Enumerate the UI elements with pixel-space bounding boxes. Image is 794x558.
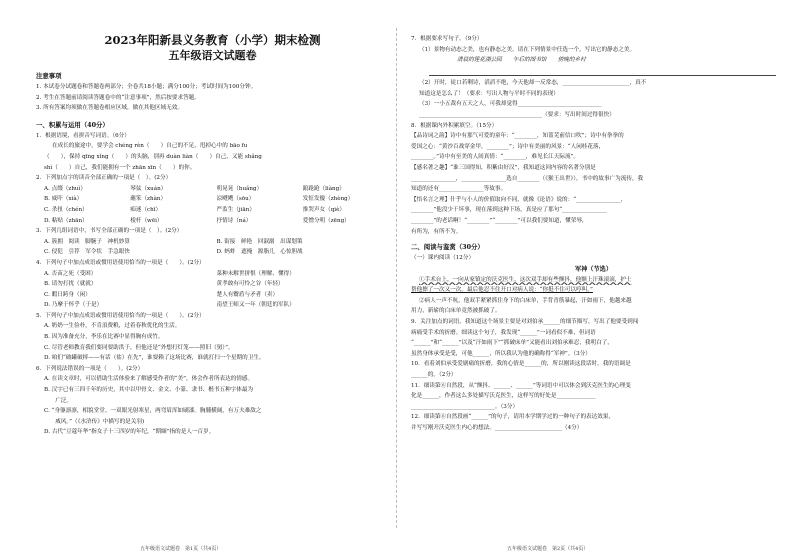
option: 明晃晃（huǎng） <box>216 185 263 192</box>
subsection-heading: （一）课内阅读（12分） <box>411 255 475 262</box>
question-text: （2）开时，徒口若剩诗，滔滔不绝，今天他却一反常态，________________________，真不 <box>419 80 647 87</box>
option: A. 否苗之死（受困） <box>44 270 97 277</box>
option: 楚人有鬻盾与矛者（卖） <box>216 291 279 298</box>
question-text: 虽然身体承受是受，可他______，所以我认为他的确称得“军神”。（3分） <box>411 350 591 357</box>
option: D. 古代“豆蔻年华”指女子十三四岁的年纪，“期颐”指的是人一百岁。 <box>44 429 215 436</box>
question-text: ______________________________。（3分） <box>411 403 519 410</box>
option: D. 蚂蚱 遮掩 源脂儿 心惊胆战 <box>216 249 303 256</box>
option: 凉飕飕（sōu） <box>216 196 255 203</box>
section-heading: 二、阅读与鉴赏（30分） <box>411 243 484 252</box>
options-row <box>36 247 389 258</box>
option: 南望王师又一年（朝廷的军队） <box>216 302 295 309</box>
question-text: 知道这是怎么了！（要求：写出人物与平时不同的表现） <box>419 90 559 97</box>
fill-line: 【悟名言之理】什乎与小人的价值取向不同，就像《论语》说的：“________________， <box>411 196 627 203</box>
options-row <box>36 205 389 216</box>
question-text: 化是______，作者这么多处描写沃克医生，这样写的好处是______________ <box>411 393 596 400</box>
question-text: 病痛受手术的折磨。细读这个句子，我发现“______”一词看似不难，但词语 <box>411 329 596 336</box>
notes-heading: 注意事项 <box>36 72 62 80</box>
option: B. 汉字已有三四千年的历史，其中以甲骨文、金文、小篆、隶书、楷书五种字体最为 <box>44 387 254 394</box>
question-stem: 5．下列句子中加点成语或惯用语使用恰当的一项是（ ）。(2分） <box>36 312 205 319</box>
fill-line: 爱国之心：“黄沙百战穿金甲，________”；诗中有美丽的风景：“人闲桂花落， <box>411 143 605 150</box>
options-row <box>36 279 389 290</box>
question-text: “______”和“______”以及“汗如雨下”“抓破床单”又能看出刘伯承难忍，我明白了， <box>411 340 613 347</box>
fill-line: 【品诗词之韵】诗中有那气可爱的童年：“________，知蔷芜前信口吹”；诗中有拳拳的 <box>411 133 624 140</box>
passage-line: ②病人一声不吭，他双手紧紧抓住身下的白床单，手背青筋暴起，汗如雨下，他越来越 <box>419 297 632 304</box>
question-stem: 4．下列句子中加点成语或惯用语使用恰当的一项是（ ）。(2分） <box>36 259 205 266</box>
option: 痴迷（chī） <box>130 206 162 213</box>
option: B. 因为准备充分，李乐在比赛中显得胸有成竹。 <box>44 334 164 341</box>
option: 广泛。 <box>44 397 72 404</box>
options-row <box>36 269 389 280</box>
page-right <box>397 0 794 558</box>
options-row <box>36 194 389 205</box>
question-text: shì（ ）自己，我们能拥有一个 zhān xīn（ ）的你。 <box>44 164 196 171</box>
question-text: 11．细读第⑥自然段，从“颤抖、______、______”等词语中可以体会到沃克医生的心理变 <box>411 382 631 389</box>
option: C. 杀扭（chén） <box>44 206 88 213</box>
fill-line: ________”的老话啊！“________”“________”可以我们要知道，懂荣辱， <box>411 217 588 224</box>
choice-list: 清晨的莲花湖公园 午后的图书馆 傍晚的乡村 <box>457 57 586 64</box>
question-text: （3）一小五裁有五天之人，可我却觉得______________________________ <box>419 101 602 108</box>
passage-line: 用力，新崭的白床单竟然被抓破了。 <box>411 308 501 315</box>
question-stem: 1．根据语境，看拼音写词语。（6分） <box>36 132 130 139</box>
options-row <box>36 237 389 248</box>
passage-line: 帮他擦了一次又一次。最后他忍不住开口对病人说：“你挺不住可以哼叫。” <box>411 287 593 294</box>
option: A. 在读文章时，可以借助生活体验来了解感受作者的“美”，体会作者所表达的情感。 <box>44 376 254 383</box>
page-footer: 五年级语文试题卷 第1页（共4页） <box>140 546 222 552</box>
passage-line: ①手术台上，一向从家镇定的沃克医生，这次双手却有些颤抖，他额上汗珠滚滚，护士 <box>419 276 632 283</box>
option: 抒情诗（ná） <box>216 217 252 224</box>
page-footer: 五年级语文试题卷 第2页（共4页） <box>507 546 589 552</box>
option: A. 点缀（zhuì） <box>44 185 86 192</box>
question-text: （1）景物有动态之美，也有静态之美。请在下列情景中任选一个，写出它的静态之美。 <box>419 46 636 53</box>
option: A. 簇拥 阅读 脚腕子 神机妙算 <box>44 238 130 245</box>
answer-line[interactable] <box>429 66 776 76</box>
option: 威风。”（《水浒传》中描写的是关羽) <box>44 418 145 425</box>
options-row <box>36 216 389 227</box>
option: 发怔发傻（zhèng） <box>302 196 354 203</box>
option: C. 侵犯 引荐 军令状 手急眼快 <box>44 249 130 256</box>
note-line: 1. 本试卷分试题卷和答题卷两部分；全卷共18小题；满分100分；考试时间为100分钟。 <box>36 84 257 90</box>
fill-line: ________。”诗中有至美的人间真情：“________，难见长江天际流”。 <box>411 154 579 161</box>
option: 黄孝敢有可怜之谷（年轻） <box>216 281 284 288</box>
fill-line: ________________，________________选自________（《猴王出世》），书中的故事广为流传，我 <box>411 175 644 182</box>
question-text: 9．关注加点的词语，我知道这个场景主要是对刘伯承______的细节描写，写出了他要受到闯 <box>411 319 639 326</box>
question-text: 在成长的旅途中，要学会 chéng rèn（ ）自己的不足，甩掉心中的 bāo fu <box>52 143 248 150</box>
option: A. 奶奶一生俭朴，不肯浪费粮，过着春秋优化的生活。 <box>44 323 181 330</box>
option: C. 暇日跨身（闲） <box>44 291 91 298</box>
options-row <box>36 184 389 195</box>
passage-title: 军神（节选） <box>574 265 613 273</box>
question-text: ____________________________________________（要求：写出时间过得很快） <box>419 111 615 118</box>
question-stem: 7．根据要求写句子。（9分） <box>411 36 483 42</box>
option: D. 粘贴（zhān） <box>44 217 88 224</box>
option: D. 咱们“破罐破摔——有话（盐）在先”，谁耍赖了这场比赛，谁就打扫一个星期的卫生。 <box>44 355 265 362</box>
question-text: 12．细读第⑥自然段画“______”的句子，请用本学期学过的一种句子的表达效果， <box>411 414 615 421</box>
option: 蘸笨（zhàn） <box>130 196 167 203</box>
question-stem: 2．下列加点字的读音全部正确的一项是（ ）。(2分） <box>36 175 172 182</box>
option: C. “身躯凛凛，相貌堂堂。一双眼光射寒星，两弯眉浑如刷漆。胸脯横阔，有万夫难敌之 <box>44 408 262 415</box>
note-line: 2. 考生在答题前请阅读答题卷中的“注意事项”，然后按要求答题。 <box>36 94 200 101</box>
section-heading: 一、积累与运用（40分） <box>36 120 109 129</box>
question-text: 并写写刚开沃克医生内心的想法。________________________（4分） <box>411 425 583 431</box>
fill-line: 知道的还有________________等故事。 <box>411 186 507 193</box>
fill-line: ________”他没少干坏事，现在落到这种下场，真是应了那句“________________ <box>411 207 607 214</box>
option: 菜种未解世拼恨（理解、懂得） <box>216 270 295 277</box>
option: C. 尽管老师教育我们要同要助洪于，但他还是“外想打灯笼——照旧（舅）”。 <box>44 344 234 351</box>
option: 棱杆（wēi） <box>130 217 163 224</box>
option: 爱憎分明（zēng） <box>302 217 350 224</box>
exam-subtitle: 五年级语文试题卷 <box>168 49 257 62</box>
question-stem: 6．下列说法错误的一项是（ ）。(2分） <box>36 365 144 372</box>
fill-line: 有所为，有所不为。 <box>411 228 462 235</box>
fill-line: 【感名著之趣】“谁三国得知，积紫由好汉”，我知道这回内容的名著分别是 <box>411 164 596 171</box>
question-stem: 8．根据课内外积累填空。（15分） <box>411 122 498 129</box>
option: 推哭声女（qiè） <box>302 206 345 213</box>
option: B. 街接 鲜艳 回淑溺 出谋划策 <box>216 238 303 245</box>
option: 踉跄跄（liàng） <box>302 185 345 192</box>
option: 琴弦（xuán） <box>130 185 167 192</box>
question-text: ______的。（2分） <box>411 372 457 379</box>
exam-title: 2023年阳新县义务教育（小学）期末检测 <box>104 33 321 47</box>
question-stem: 3．下列几组词语中，书写全部正确的一项是（ ）。(2分） <box>36 228 183 235</box>
question-text: 10．看着刘伯承受爱剧痛的折磨，我的心情是______的，所以刚读这段话时，我的语调是 <box>411 361 631 368</box>
option: 严监生（jiān） <box>216 206 255 213</box>
options-row <box>36 300 389 311</box>
option: B. 威吓（xià） <box>44 196 83 203</box>
options-row <box>36 290 389 301</box>
option: D. 乃摩于怀乎（于是） <box>44 302 103 309</box>
note-line: 3. 所有答案均须做在答题卷相应区域，做在其他区域无效。 <box>36 105 183 112</box>
option: B. 请勿打扰（就就） <box>44 281 97 288</box>
question-text: （ ），保持 qīng xǐng（ ）的头脑，别再 duàn liàn（ ）自己，又能 shǎng <box>44 153 262 160</box>
